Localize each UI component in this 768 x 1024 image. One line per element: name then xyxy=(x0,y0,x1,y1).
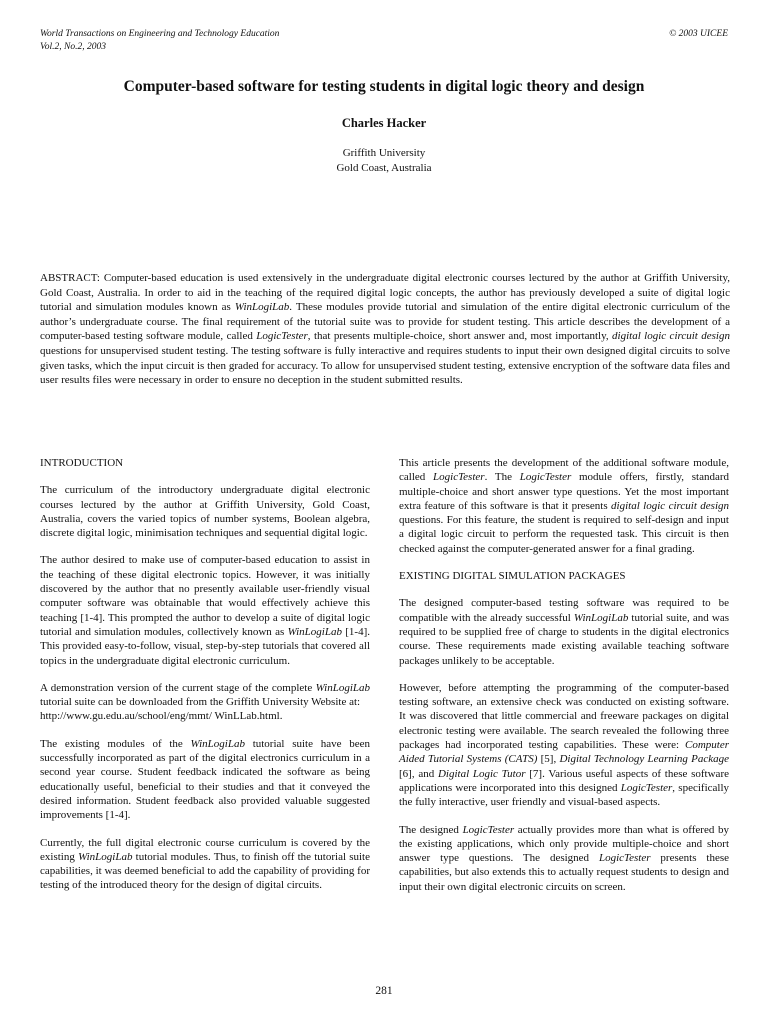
right-column xyxy=(399,456,729,907)
paragraph: The curriculum of the introductory undergraduate digital electronic courses lectured by the author at Griffith University, Gold Coast, Australia, covers the varied topics of number systems, Boolean algebra, discrete digital logic, minimisation techniques and sequential digital logic. xyxy=(40,484,370,540)
abstract: ABSTRACT: Computer-based education is used extensively in the undergraduate digital electronic courses lectured by the author at Griffith University, Gold Coast, Australia. In order to aid in the teaching of the required digital logic concepts, the author has previously developed a suite of digital logic tutorial and simulation modules known as WinLogiLab. These modules provide tutorial and simulation of the entire digital electronic curriculum of the author’s undergraduate course. The final requirement of the tutorial suite was to provide for student testing. This article describes the development of a computer-based testing software module, called LogicTester, that presents multiple-choice, short answer and, most importantly, digital logic circuit design questions for unsupervised student testing. The testing software is fully interactive and requires students to input their own designed digital circuits to solve given tasks, which the input circuit is then graded for accuracy. To allow for unsupervised student testing, extensive encryption of the software data files and user results files were necessary in order to ensure no deception in the student submitted results. xyxy=(40,272,730,387)
paragraph: The author desired to make use of computer-based education to assist in the teaching of these digital electronic topics. However, it was initially discovered by the author that no presently available user-friendly visual computer software was obtainable that would effectively achieve this teaching [1-4]. This prompted the author to develop a suite of digital logic tutorial and simulation modules, collectively known as WinLogiLab [1-4]. This provided easy-to-follow, visual, step-by-step tutorials that covered all topics in the undergraduate digital electronic curriculum. xyxy=(40,554,370,667)
paragraph: The designed computer-based testing software was required to be compatible with the already successful WinLogiLab tutorial suite, and was required to be supplied free of charge to students in the digital electronics course. These requirements made existing available teaching software packages unlikely to be acceptable. xyxy=(399,597,729,667)
download-url: http://www.gu.edu.au/school/eng/mmt/ WinLLab.html. xyxy=(40,710,283,723)
affiliation-line-2: Gold Coast, Australia xyxy=(336,162,432,174)
affiliation xyxy=(0,146,768,176)
paragraph: The designed LogicTester actually provides more than what is offered by the existing applications, which only provide multiple-choice and short answer type questions. The designed LogicTester presents these capabilities, but also extends this to actually request students to design and input their own digital electronic circuits on screen. xyxy=(399,823,730,893)
paragraph: This article presents the development of the additional software module, called LogicTester. The LogicTester module offers, firstly, standard multiple-choice and short answer type questions. Yet the most important extra feature of this software is that it presents digital logic circuit design questions. For this feature, the student is required to self-design and input a digital logic circuit to perform the requested task. This circuit is then checked against the computer-generated answer for a final grading. xyxy=(399,457,729,555)
paragraph: Currently, the full digital electronic course curriculum is covered by the existing WinLogiLab tutorial modules. Thus, to finish off the tutorial suite capabilities, it was deemed beneficial to add the capability of providing for testing of the introduced theory for the design of digital circuits. xyxy=(40,836,370,892)
paragraph: The existing modules of the WinLogiLab tutorial suite have been successfully incorporated as part of the digital electronics curriculum in a second year course. Student feedback indicated the software as being educationally useful, beneficial to their studies and that it conveyed the desired information. Student feedback also provided valuable suggested improvements [1-4]. xyxy=(40,737,371,822)
page-number: 281 xyxy=(375,985,393,997)
copyright-notice: © 2003 UICEE xyxy=(669,29,728,39)
running-header-left xyxy=(40,28,279,54)
section-heading-introduction: INTRODUCTION xyxy=(40,457,124,469)
affiliation-line-1: Griffith University xyxy=(342,147,426,159)
paragraph: However, before attempting the programming of the computer-based testing software, an extensive check was conducted on existing software. It was discovered that little commercial and freeware packages on digital electronic testing were available. The search revealed the following three packages had incorporated testing capabilities. These were: Computer Aided Tutorial Systems (CATS) [5], Digital Technology Learning Package [6], and Digital Logic Tutor [7]. Various useful aspects of these software applications were incorporated into this designed LogicTester, specifically the fully interactive, user friendly and visual-based aspects. xyxy=(399,681,729,809)
paragraph: A demonstration version of the current stage of the complete WinLogiLab tutorial suite can be downloaded from the Griffith University Website at: http://www.gu.edu.au/school/eng/mmt/ WinLLab.html. xyxy=(40,681,370,723)
journal-name: World Transactions on Engineering and Technology Education xyxy=(40,29,280,39)
left-column xyxy=(40,456,370,906)
author-name: Charles Hacker xyxy=(341,116,427,130)
section-heading-existing-packages: EXISTING DIGITAL SIMULATION PACKAGES xyxy=(399,570,626,583)
paper-title: Computer-based software for testing students in digital logic theory and design xyxy=(123,78,645,95)
journal-volume: Vol.2, No.2, 2003 xyxy=(40,42,106,52)
